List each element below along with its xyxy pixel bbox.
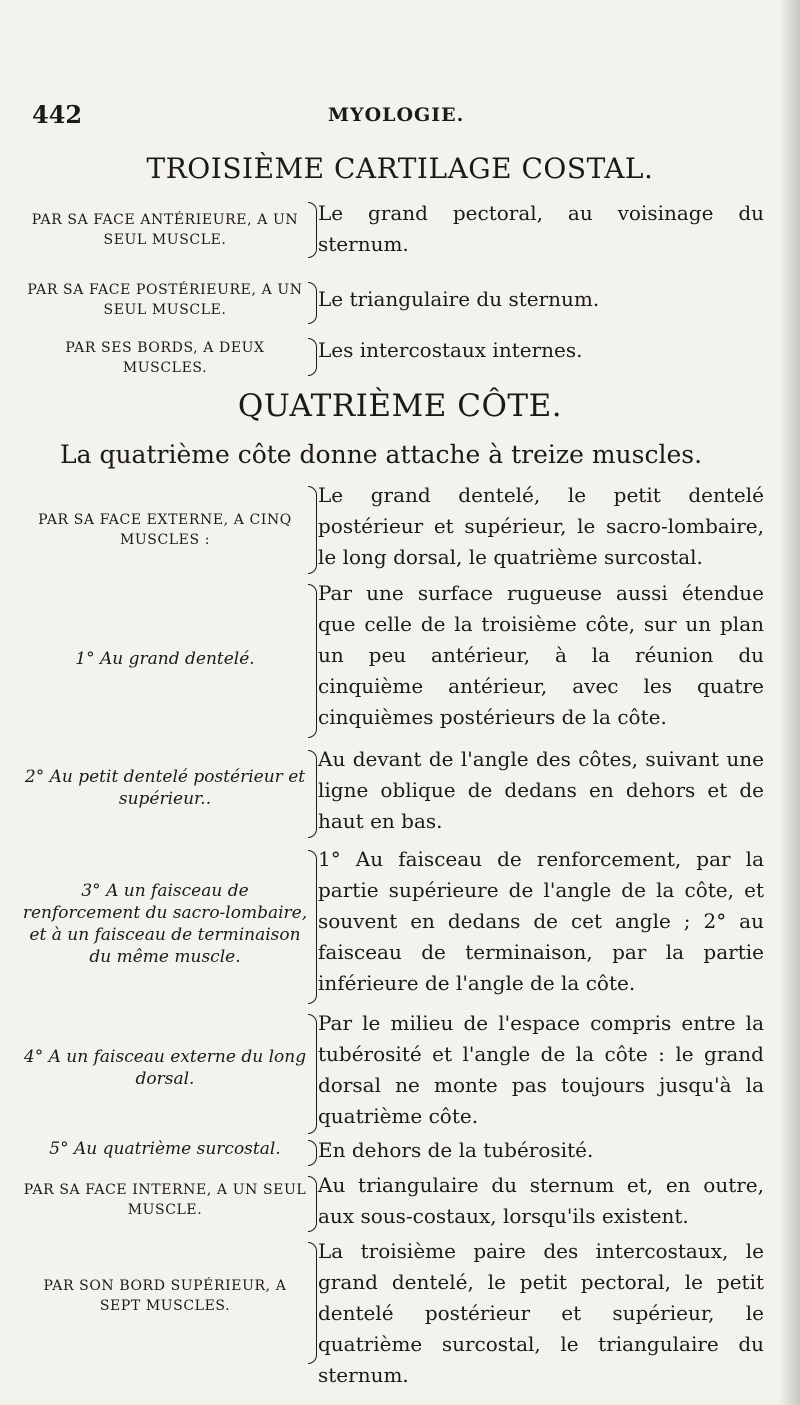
entry-text: En dehors de la tubérosité.	[318, 1138, 594, 1162]
entry-label: 4° A un faisceau externe du long dorsal.	[23, 1047, 307, 1089]
entry-grand-dentele	[22, 578, 764, 738]
brace	[308, 338, 317, 376]
page-header	[28, 100, 768, 134]
brace	[308, 1242, 317, 1364]
entry-face-externe	[22, 480, 764, 575]
entry-text: Au triangulaire du sternum et, en outre, aux sous-costaux, lorsqu'ils existent.	[318, 1173, 764, 1228]
page-number: 442	[32, 100, 83, 129]
brace	[308, 1176, 317, 1232]
entry-label: PAR SA FACE INTERNE, A UN SEUL MUSCLE.	[23, 1182, 307, 1218]
entry-face-posterieure	[22, 278, 764, 324]
entry-face-interne	[22, 1170, 764, 1234]
entry-text: Le triangulaire du sternum.	[318, 287, 600, 311]
entry-label: PAR SON BORD SUPÉRIEUR, A SEPT MUSCLES.	[43, 1278, 287, 1314]
entry-label: PAR SA FACE ANTÉRIEURE, A UN SEUL MUSCLE.	[31, 212, 299, 248]
entry-bord-superieur	[22, 1236, 764, 1387]
brace	[308, 282, 317, 324]
entry-sacro-lombaire	[22, 844, 764, 1004]
entry-label: 1° Au grand dentelé.	[75, 649, 255, 669]
entry-face-anterieure	[22, 198, 764, 260]
entry-long-dorsal	[22, 1008, 764, 1134]
brace	[308, 850, 317, 1004]
entry-label: 5° Au quatrième surcostal.	[49, 1139, 281, 1159]
entry-text: Les intercostaux internes.	[318, 338, 583, 362]
entry-text: Par le milieu de l'espace compris entre la tubérosité et l'angle de la côte : le grand dorsal ne monte pas toujours jusqu'à la quatrième côte.	[318, 1011, 764, 1128]
page-gutter-shadow	[778, 0, 800, 1405]
brace	[308, 1140, 317, 1166]
entry-quatrieme-surcostal	[22, 1136, 764, 1168]
entry-text: Le grand dentelé, le petit dentelé postérieur et supérieur, le sacro-lombaire, le long dorsal, le quatrième surcostal.	[318, 483, 764, 569]
section-title-troisieme-cartilage: TROISIÈME CARTILAGE COSTAL.	[146, 152, 654, 185]
running-head: MYOLOGIE.	[328, 104, 465, 126]
entry-text: Par une surface rugueuse aussi étendue que celle de la troisième côte, sur un plan un peu antérieur, à la réunion du cinquième antérieur, avec les quatre cinquièmes postérieurs de la côte.	[318, 581, 764, 729]
entry-label: PAR SA FACE EXTERNE, A CINQ MUSCLES :	[38, 512, 292, 548]
brace	[308, 750, 317, 838]
brace	[308, 584, 317, 738]
brace	[308, 1014, 317, 1134]
section-title-quatrieme-cote: QUATRIÈME CÔTE.	[237, 388, 563, 424]
entry-label: PAR SA FACE POSTÉRIEURE, A UN SEUL MUSCLE.	[27, 282, 303, 318]
entry-bords	[22, 334, 764, 380]
entry-label: 2° Au petit dentelé postérieur et supérieur..	[24, 767, 306, 809]
entry-label: PAR SES BORDS, A DEUX MUSCLES.	[65, 340, 265, 376]
entry-label: 3° A un faisceau de renforcement du sacro-lombaire, et à un faisceau de terminaison du même muscle.	[22, 881, 308, 967]
entry-petit-dentele	[22, 744, 764, 840]
entry-text: La troisième paire des intercostaux, le grand dentelé, le petit pectoral, le petit dentelé postérieur et supérieur, le quatrième surcostal, le triangulaire du sternum.	[318, 1239, 764, 1387]
brace	[308, 202, 317, 258]
entry-text: Au devant de l'angle des côtes, suivant une ligne oblique de dedans en dehors et de haut en bas.	[318, 747, 764, 833]
entry-text: Le grand pectoral, au voisinage du sternum.	[318, 201, 764, 256]
section-intro: La quatrième côte donne attache à treize muscles.	[60, 440, 703, 469]
brace	[308, 486, 317, 574]
entry-text: 1° Au faisceau de renforcement, par la partie supérieure de l'angle de la côte, et souvent en dedans de cet angle ; 2° au faisceau de terminaison, par la partie inférieure de l'angle de la côte.	[318, 847, 764, 995]
